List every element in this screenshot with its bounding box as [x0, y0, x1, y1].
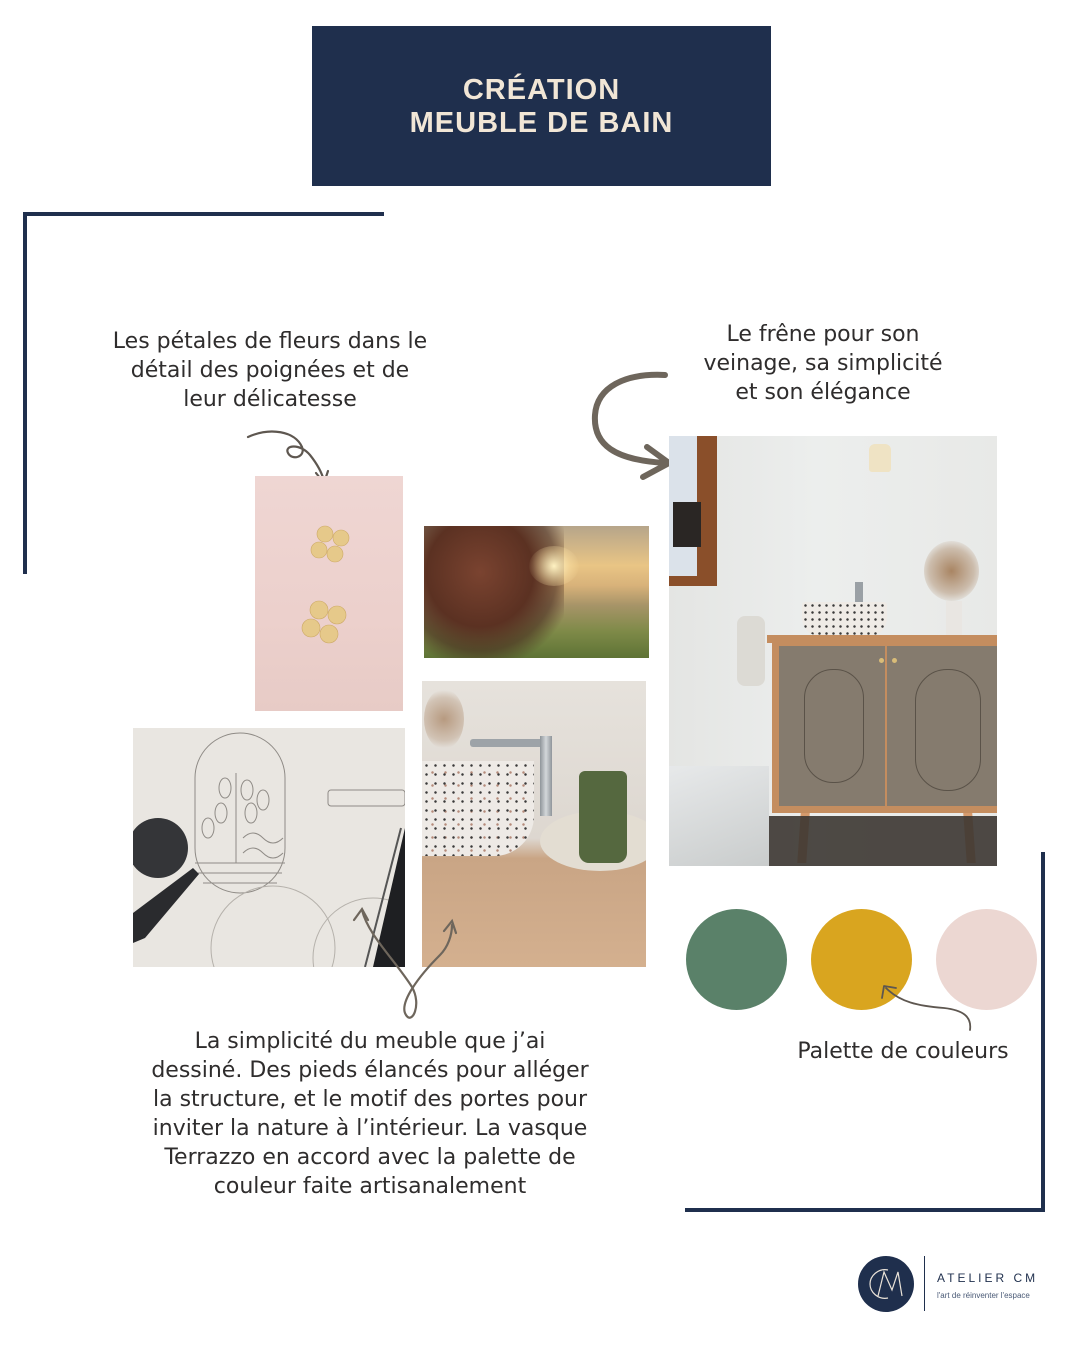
soap-dispenser	[579, 771, 627, 863]
caption-furniture	[100, 1027, 640, 1201]
photo-handles	[255, 476, 403, 711]
caption-furniture-line: Terrazzo en accord avec la palette de	[164, 1145, 576, 1170]
caption-handles-line: détail des poignées et de	[130, 358, 410, 383]
double-curl-arrow-icon	[340, 905, 460, 1035]
faucet	[470, 739, 550, 747]
handle-right	[892, 658, 897, 663]
caption-handles-line: Les pétales de fleurs dans le	[112, 329, 428, 354]
photo-sunset	[424, 526, 649, 658]
terrazzo-basin	[802, 602, 887, 636]
towel	[737, 616, 765, 686]
frame-top-left-vertical	[23, 212, 27, 574]
floor	[769, 816, 997, 866]
handle-left	[879, 658, 884, 663]
caption-ash-line: veinage, sa simplicité	[703, 351, 943, 376]
caption-ash-line: Le frêne pour son	[726, 322, 920, 347]
brand-tagline: l'art de réinventer l'espace	[937, 1291, 1030, 1300]
title-line-2: MEUBLE DE BAIN	[409, 107, 674, 139]
dried-flower-vase	[946, 601, 962, 636]
caption-furniture-line: couleur faite artisanalement	[213, 1174, 527, 1199]
brand-logo	[858, 1256, 914, 1312]
cm-monogram-icon	[858, 1256, 914, 1312]
door-motif-right	[915, 669, 981, 791]
faucet-body	[540, 736, 552, 816]
caption-handles-line: leur délicatesse	[183, 387, 357, 412]
caption-ash-line: et son élégance	[735, 380, 911, 405]
caption-furniture-line: La simplicité du meuble que j’ai	[194, 1029, 546, 1054]
flower-handle-icon	[255, 476, 403, 711]
dried-flowers	[924, 541, 979, 601]
tree-foliage	[424, 526, 564, 658]
title-banner	[312, 26, 771, 186]
frame-top-left-horizontal	[23, 212, 384, 216]
caption-furniture-line: inviter la nature à l’intérieur. La vasque	[152, 1116, 588, 1141]
faucet	[855, 582, 863, 602]
pendant-lamp	[869, 444, 891, 472]
terrazzo-basin	[422, 761, 534, 856]
caption-furniture-line: la structure, et le motif des portes pour	[152, 1087, 588, 1112]
curved-arrow-icon	[585, 365, 680, 495]
cabinet-top	[767, 635, 997, 643]
frame-bottom-right-horizontal	[685, 1208, 1045, 1212]
caption-handles	[60, 327, 480, 414]
title-line-1: CRÉATION	[462, 74, 621, 106]
window-sign	[673, 502, 701, 547]
sun-glow	[529, 546, 579, 586]
bathtub-edge	[669, 766, 769, 866]
palette-arrow-icon	[878, 982, 978, 1034]
palette-swatch-green	[686, 909, 787, 1010]
caption-palette: Palette de couleurs	[797, 1039, 1009, 1064]
caption-ash-wood	[663, 320, 983, 407]
brand-name: ATELIER CM	[937, 1271, 1039, 1285]
dried-flowers	[424, 689, 464, 749]
frame-bottom-right-vertical	[1041, 852, 1045, 1212]
logo-divider	[924, 1256, 925, 1311]
door-motif-left	[804, 669, 864, 783]
caption-furniture-line: dessiné. Des pieds élancés pour alléger	[151, 1058, 589, 1083]
photo-cabinet	[669, 436, 997, 866]
